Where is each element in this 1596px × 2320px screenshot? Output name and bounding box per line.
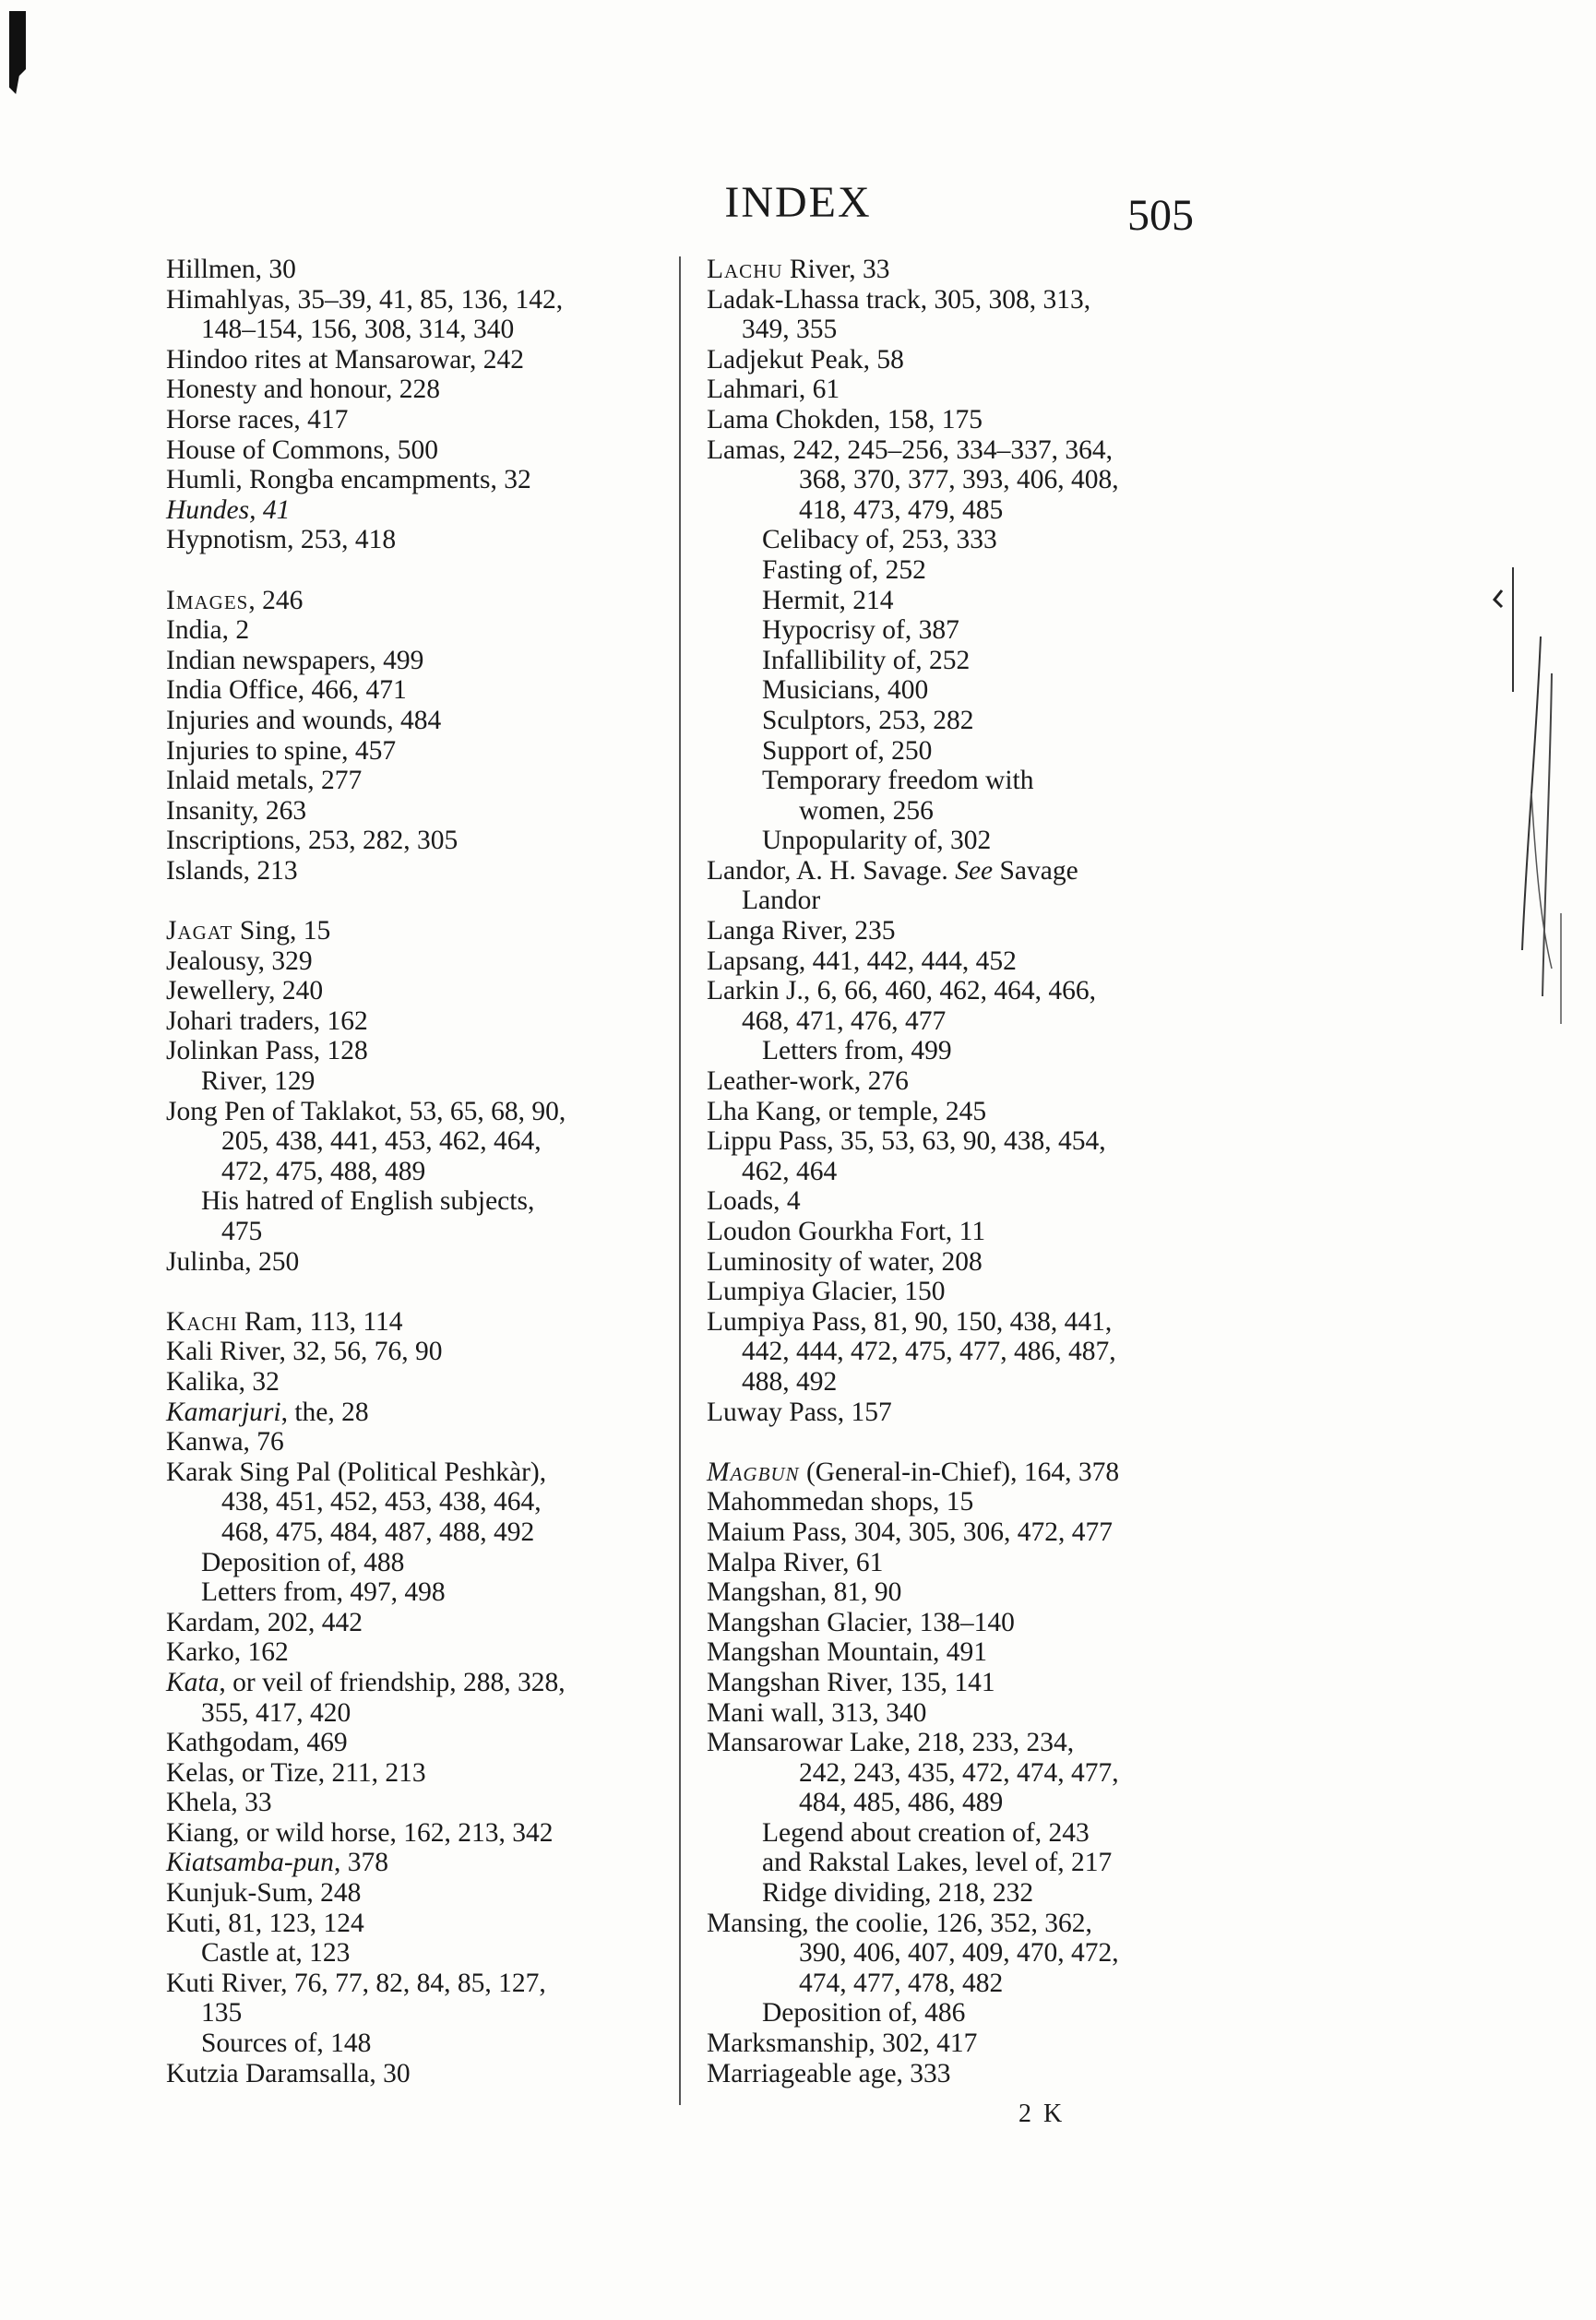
entry-initial-word: Jagat (166, 916, 233, 946)
index-entry (166, 1337, 660, 1367)
index-entry (707, 586, 1205, 616)
index-entry (166, 1066, 660, 1097)
index-entry (166, 586, 660, 616)
entry-text: Maium Pass, 304, 305, 306, 472, 477 (707, 1517, 1114, 1547)
entry-text: Himahlyas, 35–39, 41, 85, 136, 142, (166, 284, 564, 315)
entry-text: Loudon Gourkha Fort, 11 (707, 1217, 986, 1246)
entry-text: River, 33 (782, 255, 890, 284)
index-entry (707, 1998, 1205, 2029)
entry-text: Deposition of, 486 (762, 1998, 966, 2029)
entry-text: Mangshan River, 135, 141 (707, 1667, 995, 1697)
index-entry (707, 615, 1205, 646)
index-entry (166, 1788, 660, 1818)
entry-text: 462, 464 (742, 1156, 838, 1186)
index-entry (166, 1367, 660, 1398)
index-entry (707, 736, 1205, 767)
index-entry (707, 766, 1205, 796)
index-entry (707, 1758, 1205, 1789)
index-entry (166, 1668, 660, 1698)
entry-text: 390, 406, 407, 409, 470, 472, (799, 1938, 1119, 1969)
entry-text: Islands, 213 (166, 855, 298, 886)
entry-text: Kathgodam, 469 (166, 1728, 348, 1758)
binding-edge-mark (9, 11, 26, 94)
index-column-left (166, 255, 660, 2088)
printer-signature: 2 K (1018, 2100, 1066, 2128)
index-entry (166, 1969, 660, 1999)
entry-text: Kata (166, 1667, 220, 1697)
entry-text: Karko, 162 (166, 1637, 289, 1668)
index-entry (707, 796, 1205, 827)
index-entry (166, 976, 660, 1006)
index-entry (707, 976, 1205, 1006)
entry-text: 442, 444, 472, 475, 477, 486, 487, (742, 1337, 1116, 1367)
page-title: INDEX (724, 178, 872, 227)
index-entry (166, 826, 660, 856)
index-entry (166, 1307, 660, 1338)
entry-text: India, 2 (166, 615, 250, 646)
entry-text: 205, 438, 441, 453, 462, 464, (221, 1126, 542, 1157)
index-entry (166, 1938, 660, 1969)
index-entry (707, 1878, 1205, 1909)
entry-text: 349, 355 (742, 315, 838, 345)
index-entry (707, 1097, 1205, 1127)
see-reference: See (955, 855, 994, 886)
entry-text: Kelas, or Tize, 211, 213 (166, 1757, 426, 1788)
entry-tail: , 378 (333, 1848, 388, 1878)
index-entry (707, 1126, 1205, 1157)
index-entry (166, 1186, 660, 1217)
entry-text: 468, 475, 484, 487, 488, 492 (221, 1517, 535, 1547)
index-entry (166, 1517, 660, 1548)
entry-text: 484, 485, 486, 489 (799, 1788, 1004, 1818)
index-entry (166, 1157, 660, 1187)
index-entry (707, 1608, 1205, 1638)
index-entry (707, 1969, 1205, 1999)
page-number: 505 (1127, 191, 1194, 240)
entry-text: 148–154, 156, 308, 314, 340 (201, 315, 515, 345)
index-entry (166, 1909, 660, 1939)
entry-text: 355, 417, 420 (201, 1697, 351, 1728)
entry-text: 418, 473, 479, 485 (799, 494, 1004, 525)
entry-text: Letters from, 499 (762, 1036, 952, 1066)
index-entry (166, 255, 660, 285)
index-entry (166, 375, 660, 405)
index-entry (707, 1909, 1205, 1939)
entry-text: Leather-work, 276 (707, 1066, 909, 1097)
index-entry (707, 1848, 1205, 1878)
index-entry (707, 375, 1205, 405)
index-entry (707, 2059, 1205, 2089)
index-entry (166, 435, 660, 466)
entry-text: 474, 477, 478, 482 (799, 1968, 1004, 1998)
entry-text: Inlaid metals, 277 (166, 766, 363, 796)
index-column-right (707, 255, 1205, 2088)
entry-text: India Office, 466, 471 (166, 675, 407, 706)
index-entry (707, 555, 1205, 586)
index-entry (707, 285, 1205, 315)
entry-text: Landor (742, 886, 821, 916)
entry-text: Hillmen, 30 (166, 255, 296, 284)
entry-text: Johari traders, 162 (166, 1005, 368, 1036)
entry-text: Kuti River, 76, 77, 82, 84, 85, 127, (166, 1968, 546, 1998)
entry-text: Marriageable age, 333 (707, 2058, 951, 2088)
entry-text: Deposition of, 488 (201, 1547, 405, 1577)
entry-text: Mani wall, 313, 340 (707, 1697, 927, 1728)
index-entry (707, 255, 1205, 285)
entry-text: Kanwa, 76 (166, 1427, 284, 1457)
index-entry (166, 946, 660, 977)
entry-text: 472, 475, 488, 489 (221, 1156, 426, 1186)
entry-text: Humli, Rongba encampments, 32 (166, 465, 531, 495)
entry-text: Landor, A. H. Savage. (707, 855, 956, 886)
entry-initial-word: Images (166, 585, 249, 615)
index-entry (166, 1998, 660, 2029)
entry-text: (General-in-Chief), 164, 378 (799, 1457, 1120, 1487)
index-entry (166, 706, 660, 736)
index-entry (166, 766, 660, 796)
index-entry (707, 2029, 1205, 2059)
entry-text: Kali River, 32, 56, 76, 90 (166, 1337, 443, 1367)
index-entry (707, 675, 1205, 706)
entry-text: Malpa River, 61 (707, 1547, 884, 1577)
entry-text: Mangshan Mountain, 491 (707, 1637, 987, 1668)
entry-text: 135 (201, 1998, 243, 2029)
index-entry (707, 1668, 1205, 1698)
index-entry (707, 315, 1205, 345)
entry-tail: , or veil of friendship, 288, 328, (219, 1667, 566, 1697)
index-entry (166, 285, 660, 315)
entry-text: Luminosity of water, 208 (707, 1246, 983, 1277)
entry-tail: Savage (993, 855, 1078, 886)
entry-text: Temporary freedom with (762, 766, 1034, 796)
entry-text: Honesty and honour, 228 (166, 375, 441, 405)
index-entry (707, 706, 1205, 736)
entry-text: Lamas, 242, 245–256, 334–337, 364, (707, 434, 1114, 465)
entry-text: Kuti, 81, 123, 124 (166, 1908, 364, 1938)
index-entry (707, 1698, 1205, 1729)
index-entry (166, 1577, 660, 1608)
entry-text: Hindoo rites at Mansarowar, 242 (166, 344, 524, 375)
index-entry (166, 1728, 660, 1758)
entry-tail: , the, 28 (280, 1397, 369, 1427)
index-entry (707, 886, 1205, 916)
index-entry (166, 495, 660, 526)
entry-text: women, 256 (799, 795, 934, 826)
index-entry (166, 2059, 660, 2089)
index-entry (166, 796, 660, 827)
index-entry (166, 1036, 660, 1066)
index-entry (166, 1006, 660, 1037)
entry-text: 438, 451, 452, 453, 438, 464, (221, 1487, 542, 1517)
index-entry (707, 1728, 1205, 1758)
entry-text: Fasting of, 252 (762, 554, 926, 585)
index-entry (707, 1788, 1205, 1818)
index-entry (166, 646, 660, 676)
entry-text: Horse races, 417 (166, 404, 349, 434)
index-entry (166, 1608, 660, 1638)
entry-text: Indian newspapers, 499 (166, 645, 424, 675)
entry-text: 242, 243, 435, 472, 474, 477, (799, 1757, 1119, 1788)
entry-text: Larkin J., 6, 66, 460, 462, 464, 466, (707, 976, 1096, 1006)
index-entry (707, 465, 1205, 495)
index-entry (707, 1036, 1205, 1066)
entry-text: Hundes, 41 (166, 494, 291, 525)
entry-text: 488, 492 (742, 1366, 838, 1397)
entry-text: Kutzia Daramsalla, 30 (166, 2058, 411, 2088)
entry-text: Mansing, the coolie, 126, 352, 362, (707, 1908, 1092, 1938)
entry-text: Kamarjuri (166, 1397, 281, 1427)
entry-text: Lha Kang, or temple, 245 (707, 1096, 987, 1126)
index-entry (707, 1818, 1205, 1849)
entry-text: Kalika, 32 (166, 1366, 280, 1397)
index-entry (166, 2029, 660, 2059)
index-entry (166, 1247, 660, 1278)
index-entry (166, 525, 660, 555)
entry-text: Lumpiya Glacier, 150 (707, 1277, 946, 1307)
index-entry (707, 1307, 1205, 1338)
entry-text: Mansarowar Lake, 218, 233, 234, (707, 1728, 1075, 1758)
entry-text: Lumpiya Pass, 81, 90, 150, 438, 441, (707, 1306, 1113, 1337)
index-entry (166, 405, 660, 435)
entry-text: Musicians, 400 (762, 675, 929, 706)
column-divider (679, 256, 681, 2105)
entry-text: Lahmari, 61 (707, 375, 840, 405)
entry-initial-word: Lachu (707, 255, 783, 284)
index-entry (166, 1758, 660, 1789)
index-entry (166, 1548, 660, 1578)
entry-text: Sing, 15 (232, 916, 331, 946)
index-entry (707, 1157, 1205, 1187)
index-entry (707, 1066, 1205, 1097)
index-entry (707, 405, 1205, 435)
index-entry (166, 1097, 660, 1127)
index-entry (707, 1517, 1205, 1548)
index-entry (166, 1427, 660, 1457)
entry-text: Marksmanship, 302, 417 (707, 2029, 978, 2059)
index-entry (166, 1698, 660, 1729)
index-entry (707, 495, 1205, 526)
entry-text: Lapsang, 441, 442, 444, 452 (707, 946, 1017, 976)
entry-text: Lippu Pass, 35, 53, 63, 90, 438, 454, (707, 1126, 1106, 1157)
index-entry (707, 1337, 1205, 1367)
entry-text: Ladjekut Peak, 58 (707, 344, 904, 375)
index-entry (166, 1818, 660, 1849)
entry-text: Hypnotism, 253, 418 (166, 525, 397, 555)
margin-scan-marks (1485, 563, 1568, 1079)
entry-text: River, 129 (201, 1066, 316, 1097)
entry-initial-word: Kachi (166, 1306, 238, 1337)
entry-text: Injuries to spine, 457 (166, 735, 397, 766)
index-entry (707, 1577, 1205, 1608)
entry-text: Jolinkan Pass, 128 (166, 1036, 368, 1066)
index-entry (166, 1487, 660, 1517)
entry-text: Infallibility of, 252 (762, 645, 971, 675)
entry-text: Ram, 113, 114 (237, 1306, 403, 1337)
entry-text: Sources of, 148 (201, 2029, 372, 2059)
index-entry (707, 435, 1205, 466)
entry-text: Inscriptions, 253, 282, 305 (166, 826, 459, 856)
entry-text: Loads, 4 (707, 1186, 801, 1217)
entry-text: House of Commons, 500 (166, 434, 438, 465)
entry-text: and Rakstal Lakes, level of, 217 (762, 1848, 1113, 1878)
entry-text: Julinba, 250 (166, 1246, 300, 1277)
index-entry (707, 1457, 1205, 1488)
index-entry (707, 1487, 1205, 1517)
entry-text: Lama Chokden, 158, 175 (707, 404, 983, 434)
index-entry (166, 1217, 660, 1247)
index-entry (166, 315, 660, 345)
entry-text: Mahommedan shops, 15 (707, 1487, 974, 1517)
entry-text: Kiatsamba-pun (166, 1848, 334, 1878)
entry-text: Mangshan, 81, 90 (707, 1577, 902, 1608)
index-entry (707, 646, 1205, 676)
entry-text: Ridge dividing, 218, 232 (762, 1878, 1034, 1909)
entry-text: Celibacy of, 253, 333 (762, 525, 997, 555)
entry-text: Castle at, 123 (201, 1938, 351, 1969)
entry-text: Langa River, 235 (707, 916, 896, 946)
entry-initial-word: Magbun (707, 1457, 800, 1487)
index-entry (707, 345, 1205, 375)
index-entry (166, 675, 660, 706)
entry-text: Letters from, 497, 498 (201, 1577, 446, 1608)
entry-text: Luway Pass, 157 (707, 1397, 892, 1427)
entry-text: Legend about creation of, 243 (762, 1817, 1090, 1848)
index-entry (707, 1186, 1205, 1217)
entry-text: , 246 (248, 585, 304, 615)
index-entry (707, 1247, 1205, 1278)
entry-text: Jealousy, 329 (166, 946, 313, 976)
index-entry (707, 826, 1205, 856)
index-entry (166, 345, 660, 375)
entry-text: Hermit, 214 (762, 585, 894, 615)
entry-text: Support of, 250 (762, 735, 933, 766)
index-entry (707, 525, 1205, 555)
entry-text: 475 (221, 1217, 263, 1246)
entry-text: Karak Sing Pal (Political Peshkàr), (166, 1457, 547, 1487)
entry-text: Hypocrisy of, 387 (762, 615, 959, 646)
index-entry (707, 856, 1205, 886)
index-entry (707, 1398, 1205, 1428)
entry-text: Kiang, or wild horse, 162, 213, 342 (166, 1817, 554, 1848)
index-entry (707, 916, 1205, 946)
entry-text: 368, 370, 377, 393, 406, 408, (799, 465, 1119, 495)
entry-text: Kardam, 202, 442 (166, 1607, 363, 1637)
index-entry (166, 1398, 660, 1428)
index-entry (707, 1938, 1205, 1969)
index-entry (707, 1637, 1205, 1668)
index-entry (166, 465, 660, 495)
index-entry (707, 1006, 1205, 1037)
index-entry (166, 615, 660, 646)
entry-text: Insanity, 263 (166, 795, 307, 826)
entry-text: Ladak-Lhassa track, 305, 308, 313, (707, 284, 1091, 315)
entry-text: Unpopularity of, 302 (762, 826, 992, 856)
index-entry (166, 1878, 660, 1909)
index-entry (166, 1848, 660, 1878)
entry-text: Khela, 33 (166, 1788, 272, 1818)
entry-gap (166, 1277, 660, 1307)
index-entry (707, 1217, 1205, 1247)
index-entry (166, 1457, 660, 1488)
index-entry (166, 916, 660, 946)
entry-text: Kunjuk-Sum, 248 (166, 1878, 362, 1909)
entry-text: Jong Pen of Taklakot, 53, 65, 68, 90, (166, 1096, 566, 1126)
entry-gap (166, 886, 660, 916)
entry-text: 468, 471, 476, 477 (742, 1005, 947, 1036)
entry-text: Jewellery, 240 (166, 976, 324, 1006)
index-entry (707, 1548, 1205, 1578)
entry-text: Injuries and wounds, 484 (166, 705, 442, 735)
index-entry (166, 1637, 660, 1668)
entry-text: Mangshan Glacier, 138–140 (707, 1607, 1015, 1637)
index-entry (707, 1367, 1205, 1398)
index-entry (166, 1126, 660, 1157)
entry-gap (166, 555, 660, 586)
entry-text: Sculptors, 253, 282 (762, 705, 974, 735)
index-entry (166, 856, 660, 886)
index-entry (166, 736, 660, 767)
entry-gap (707, 1427, 1205, 1457)
index-entry (707, 946, 1205, 977)
index-entry (707, 1277, 1205, 1307)
entry-text: His hatred of English subjects, (201, 1186, 535, 1217)
